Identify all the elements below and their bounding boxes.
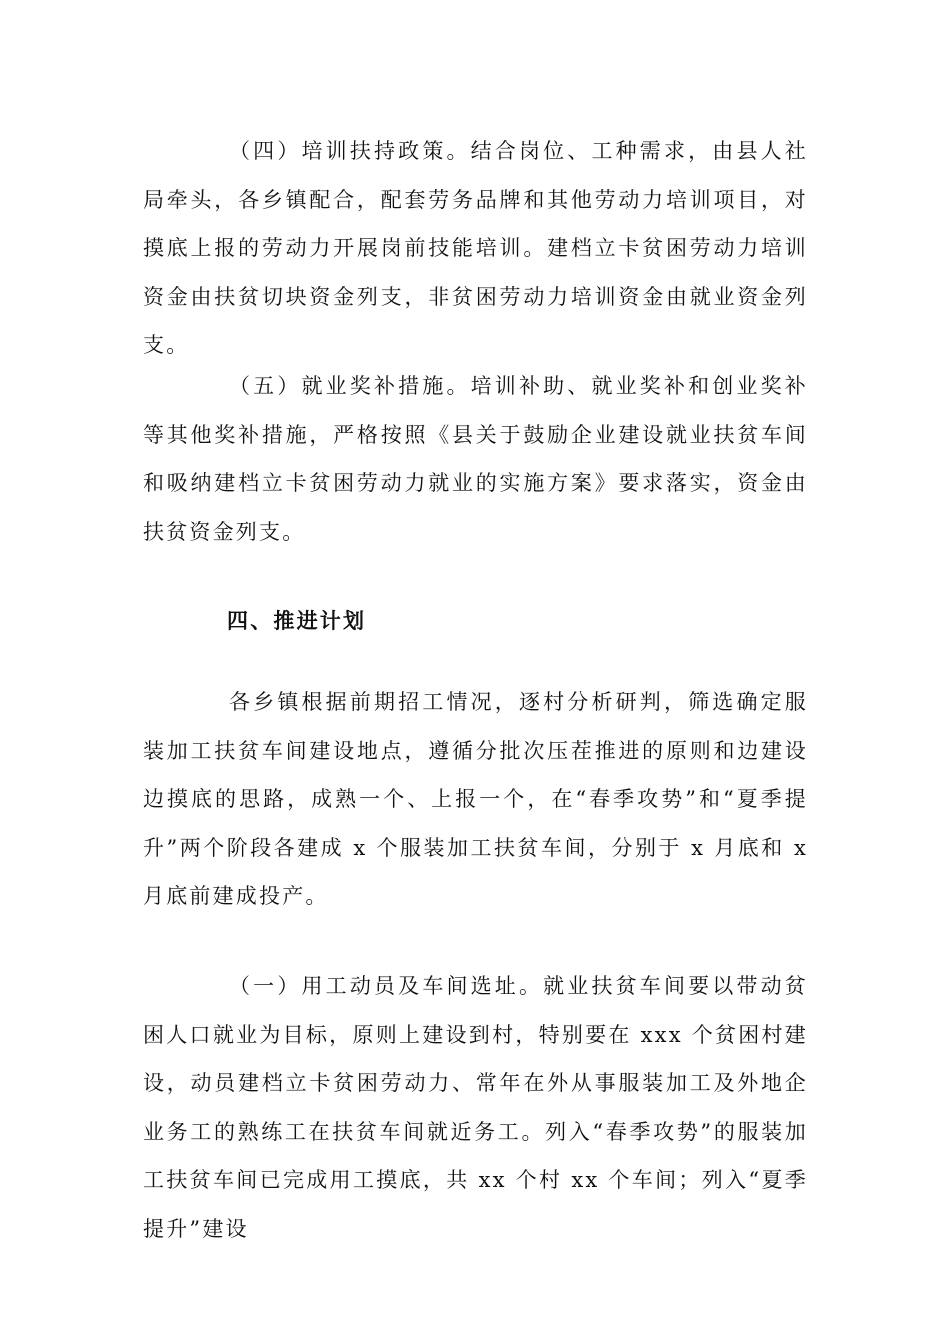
paragraph-promotion-plan-intro: 各乡镇根据前期招工情况，逐村分析研判，筛选确定服装加工扶贫车间建设地点，遵循分批次压茬推进的原则和边建设边摸底的思路，成熟一个、上报一个，在“春季攻势”和“夏季提升”两个阶段各建成 x 个服装加工扶贫车间，分别于 x 月底和 x 月底前建成投产。 bbox=[143, 690, 808, 908]
paragraph-employment-subsidy-measures: （五）就业奖补措施。培训补助、就业奖补和创业奖补等其他奖补措施，严格按照《县关于鼓励企业建设就业扶贫车间和吸纳建档立卡贫困劳动力就业的实施方案》要求落实，资金由扶贫资金列支。 bbox=[143, 374, 808, 544]
section-heading-promotion-plan: 四、推进计划 bbox=[227, 608, 367, 633]
paragraph-labor-mobilization-site-selection: （一）用工动员及车间选址。就业扶贫车间要以带动贫困人口就业为目标，原则上建设到村，特别要在 xxx 个贫困村建设，动员建档立卡贫困劳动力、常年在外从事服装加工及外地企业务工的熟练工在扶贫车间就近务工。列入“春季攻势”的服装加工扶贫车间已完成用工摸底，共 xx 个村 xx 个车间；列入“夏季提升”建设 bbox=[143, 974, 808, 1241]
paragraph-training-support-policy: （四）培训扶持政策。结合岗位、工种需求，由县人社局牵头，各乡镇配合，配套劳务品牌和其他劳动力培训项目，对摸底上报的劳动力开展岗前技能培训。建档立卡贫困劳动力培训资金由扶贫切块资金列支，非贫困劳动力培训资金由就业资金列支。 bbox=[143, 139, 808, 357]
